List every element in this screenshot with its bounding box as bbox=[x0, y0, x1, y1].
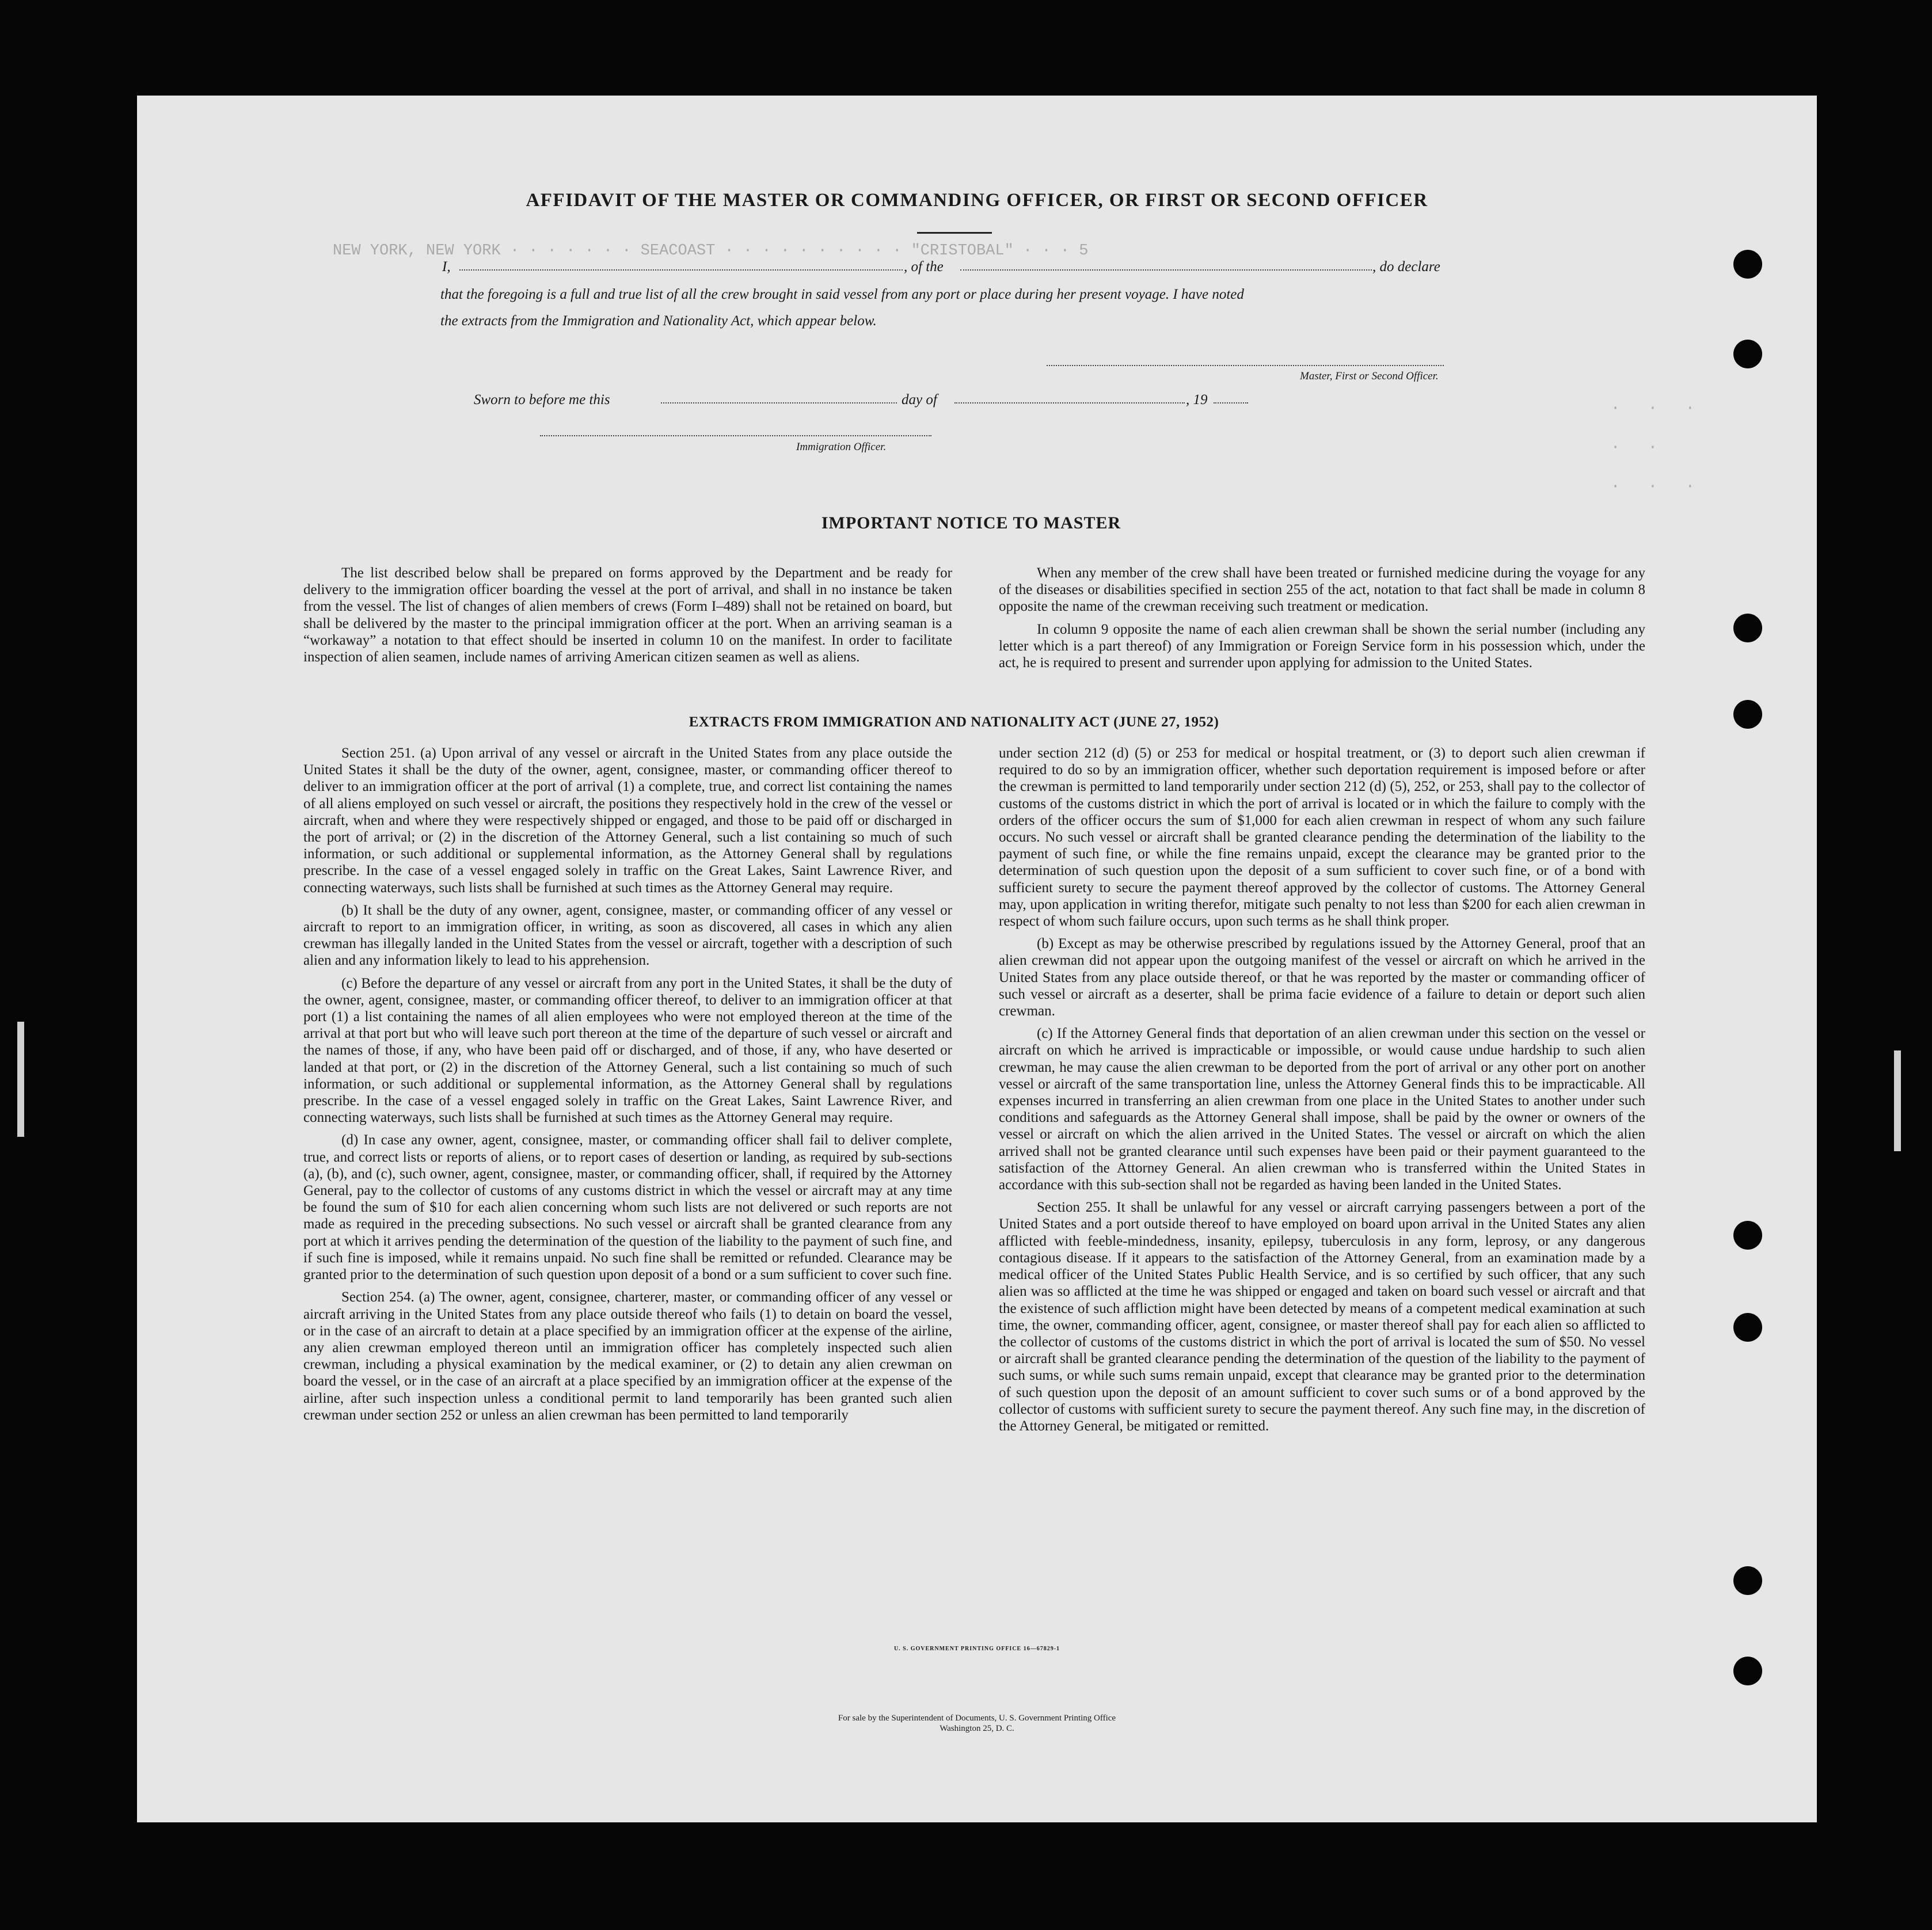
section-251a: Section 251. (a) Upon arrival of any vessel or aircraft in the United States from any place outside the United States it shall be the duty of the owner, agent, consignee, master, or commanding officer thereof to deliver to an immigration officer at the port of arrival (1) a complete, true, and correct list containing the names of all aliens employed on such vessel or aircraft, the positions they respectively hold in the crew of the vessel or aircraft, when and where they were respectively shipped or engaged, and those to be paid off or discharged in the port of arrival; or (2) in the discretion of the Attorney General, such a list containing so much of such information, or such additional or supplemental information, as the Attorney General shall by regulations prescribe. In the case of a vessel engaged solely in traffic on the Great Lakes, Saint Lawrence River, and connecting waterways, such lists shall be furnished at such times as the Attorney General may require. bbox=[303, 745, 952, 896]
punch-hole bbox=[1733, 1566, 1762, 1595]
notice-title: IMPORTANT NOTICE TO MASTER bbox=[821, 513, 1121, 532]
sworn-year-field[interactable] bbox=[1214, 402, 1248, 403]
master-signature-field[interactable] bbox=[1047, 365, 1444, 366]
immigration-officer-caption: Immigration Officer. bbox=[796, 441, 887, 453]
vessel-name-field[interactable] bbox=[960, 269, 1372, 271]
affidavit-statement-line2: the extracts from the Immigration and Nationality Act, which appear below. bbox=[440, 313, 877, 329]
section-251c: (c) Before the departure of any vessel or aircraft from any port in the United States, it shall be the duty of the owner, agent, consignee, master, or commanding officer thereof, to deliver to an immigration officer at that port (1) a list containing the names of all alien employees who were not employed thereon at the time of the arrival at that port but who will leave such port thereon at the time of the departure of such vessel or aircraft and the names of those, if any, who have been paid off or discharged, and of those, if any, who have deserted or landed at that port, or (2) in the discretion of the Attorney General, such a list containing so much of such information, or such additional or supplemental information, as the Attorney General shall by regulations prescribe. In the case of a vessel engaged solely in traffic on the Great Lakes, Saint Lawrence River, and connecting waterways, such lists shall be furnished at such times as the Attorney General may require. bbox=[303, 975, 952, 1126]
sworn-label: Sworn to before me this bbox=[474, 392, 610, 408]
punch-hole bbox=[1733, 1313, 1762, 1342]
declarant-label: I, bbox=[442, 259, 451, 275]
section-255: Section 255. It shall be unlawful for any vessel or aircraft carrying passengers between a port of the United States and a port outside thereof to have employed on board upon arrival in the United States any alien afflicted with feeble-mindedness, insanity, epilepsy, tuberculosis in any form, leprosy, or any dangerous contagious disease. If it appears to the satisfaction of the Attorney General, from an examination made by a medical officer of the United States Public Health Service, and is so certified by such officer, that any such alien was so afflicted at the time he was shipped or engaged and taken on board such vessel or aircraft and that the existence of such affliction might have been detected by means of a competent medical examination at such time, the owner, commanding officer, agent, consignee, or master thereof shall pay for each alien so afflicted to the collector of customs of the customs district in which the port of arrival is located the sum of $50. No vessel or aircraft shall be granted clearance pending the determination of the question of the liability to the payment of such sums, or while such sums remain unpaid, except that clearance may be granted prior to the determination of such question upon the deposit of an amount sufficient to cover such sums or of a bond approved by the collector of customs with sufficient surety to secure the payment thereof. Any such fine may, in the discretion of the Attorney General, be mitigated or remitted. bbox=[999, 1200, 1645, 1434]
section-254c: (c) If the Attorney General finds that deportation of an alien crewman under this section on the vessel or aircraft on which he arrived is impracticable or impossible, or would cause undue hardship to such alien crewman, he may cause the alien crewman to be deported from the port of arrival or any other port on another vessel or aircraft of the same transportation line, unless the Attorney General finds this to be impracticable. All expenses incurred in transferring an alien crewman from one place in the United States to another under such conditions and safeguards as the Attorney General shall impose, shall be paid by the owner or owners of the vessel or aircraft on which the alien arrived in the United States. The vessel or aircraft on which the alien arrived shall not be granted clearance until such expenses have been paid or their payment guaranteed to the satisfaction of the Attorney General. An alien crewman who is transferred within the United States in accordance with this sub-section shall not be regarded as having been landed in the United States. bbox=[999, 1026, 1645, 1193]
gpo-imprint: U. S. GOVERNMENT PRINTING OFFICE 16—67829-1 bbox=[893, 1646, 1060, 1652]
sale-notice-line2: Washington 25, D. C. bbox=[940, 1724, 1014, 1733]
sworn-month-field[interactable] bbox=[954, 402, 1185, 403]
punch-hole bbox=[1733, 250, 1762, 279]
scan-edge-mark-right bbox=[1894, 1050, 1901, 1151]
notice-right-paragraph-1: When any member of the crew shall have been treated or furnished medicine during the voyage for any of the diseases or disabilities specified in section 255 of the act, notation to that fact shall be made in column 8 opposite the name of the crewman receiving such treatment or medication. bbox=[999, 565, 1645, 615]
year-prefix-label: , 19 bbox=[1186, 392, 1208, 408]
bleed-through-text: NEW YORK, NEW YORK · · · · · · · SEACOAST · · · · · · · · · · "CRISTOBAL" · · · 5 bbox=[333, 242, 1089, 260]
do-declare-label: , do declare bbox=[1372, 259, 1440, 275]
notice-left-column bbox=[303, 565, 952, 671]
punch-hole bbox=[1733, 614, 1762, 642]
extracts-title: EXTRACTS FROM IMMIGRATION AND NATIONALITY ACT (JUNE 27, 1952) bbox=[689, 714, 1219, 730]
sale-notice-line1: For sale by the Superintendent of Documents, U. S. Government Printing Office bbox=[838, 1714, 1116, 1723]
of-the-label: , of the bbox=[904, 259, 944, 275]
scan-edge-mark-left bbox=[17, 1022, 24, 1137]
punch-hole bbox=[1733, 1657, 1762, 1685]
affidavit-title: AFFIDAVIT OF THE MASTER OR COMMANDING OFFICER, OR FIRST OR SECOND OFFICER bbox=[526, 190, 1428, 211]
section-254a-continued: under section 212 (d) (5) or 253 for medical or hospital treatment, or (3) to deport such alien crewman if required to do so by an immigration officer, whether such deportation requirement is imposed before or after the crewman is permitted to land temporarily under section 212 (d) (5), 252, or 253, shall pay to the collector of customs of the customs district in which the port of arrival is located or in which the failure to comply with the orders of the officer occurs the sum of $1,000 for each alien crewman in respect of whom any such failure occurs. No such vessel or aircraft shall be granted clearance pending the determination of the liability to the payment of such fine, or while the fine remains unpaid, except the clearance may be granted prior to the determination of such question upon the deposit of a sum sufficient to cover such fine, or of a bond with sufficient surety to secure the payment thereof approved by the collector of customs. The Attorney General may, upon application in writing therefor, mitigate such penalty to not less than $200 for each alien crewman in respect of whom such failure occurs, upon such terms as he shall think proper. bbox=[999, 745, 1645, 930]
declarant-name-field[interactable] bbox=[459, 269, 903, 271]
bleed-through-column: · · · · · · · · bbox=[1611, 400, 1695, 496]
extracts-left-column bbox=[303, 745, 952, 1429]
section-254a: Section 254. (a) The owner, agent, consignee, charterer, master, or commanding officer of any vessel or aircraft arriving in the United States from any place outside thereof who fails (1) to detain on board the vessel, or in the case of an aircraft to detain at a place specified by an immigration officer at the expense of the airline, any alien crewman employed thereon until an immigration officer has completely inspected such alien crewman, including a physical examination by the medical examiner, or (2) to detain any alien crewman on board the vessel, or in the case of an aircraft at a place specified by an immigration officer at the expense of the airline, after such inspection unless a conditional permit to land temporarily has been granted such alien crewman under section 252 or unless an alien crewman has been permitted to land temporarily bbox=[303, 1289, 952, 1423]
notice-right-paragraph-2: In column 9 opposite the name of each alien crewman shall be shown the serial number (including any letter which is a part thereof) of any Immigration or Foreign Service form in his possession which, under the act, he is required to present and surrender upon applying for admission to the United States. bbox=[999, 621, 1645, 671]
punch-hole bbox=[1733, 340, 1762, 368]
punch-hole bbox=[1733, 700, 1762, 729]
master-signature-caption: Master, First or Second Officer. bbox=[1300, 370, 1439, 382]
title-rule bbox=[917, 232, 992, 234]
form-page bbox=[137, 96, 1817, 1822]
section-251d: (d) In case any owner, agent, consignee, master, or commanding officer shall fail to deliver complete, true, and correct lists or reports of aliens, or to report cases of desertion or landing, as required by sub-sections (a), (b), and (c), such owner, agent, consignee, master, or commanding officer, shall, if required by the Attorney General, pay to the collector of customs of any customs district in which the vessel or aircraft may at any time be found the sum of $10 for each alien concerning whom such lists are not delivered or such reports are not made as required in the preceding subsections. No such vessel or aircraft shall be granted clearance from any port at which it arrives pending the determination of the question of the liability to the payment of such fine, and if such fine is imposed, while it remains unpaid. No such fine shall be remitted or refunded. Clearance may be granted prior to the determination of such question upon deposit of a bond or a sum sufficient to cover such fine. bbox=[303, 1132, 952, 1283]
punch-hole bbox=[1733, 1221, 1762, 1250]
day-of-label: day of bbox=[902, 392, 937, 408]
sworn-day-field[interactable] bbox=[661, 402, 897, 403]
notice-right-column bbox=[999, 565, 1645, 677]
extracts-right-column bbox=[999, 745, 1645, 1440]
immigration-officer-signature-field[interactable] bbox=[540, 435, 931, 436]
affidavit-statement-line1: that the foregoing is a full and true list of all the crew brought in said vessel from any port or place during her present voyage. I have noted bbox=[440, 287, 1244, 302]
sale-notice bbox=[137, 1713, 1817, 1734]
section-254b: (b) Except as may be otherwise prescribed by regulations issued by the Attorney General, proof that an alien crewman did not appear upon the outgoing manifest of the vessel or aircraft on which he arrived in the United States from any place outside thereof, or that he was reported by the master or commanding officer of such vessel or aircraft as a deserter, shall be prima facie evidence of a failure to detain or deport such alien crewman. bbox=[999, 936, 1645, 1019]
notice-left-paragraph: The list described below shall be prepared on forms approved by the Department and be ready for delivery to the immigration officer boarding the vessel at the port of arrival, and shall in no instance be taken from the vessel. The list of changes of alien members of crews (Form I–489) shall not be retained on board, but shall be delivered by the master to the principal immigration officer at the port. When an arriving seaman is a “workaway” a notation to that effect should be inserted in column 10 on the manifest. In order to facilitate inspection of alien seamen, include names of arriving American citizen seamen as well as aliens. bbox=[303, 565, 952, 665]
section-251b: (b) It shall be the duty of any owner, agent, consignee, master, or commanding officer of any vessel or aircraft to report to an immigration officer, in writing, as soon as discovered, all cases in which any alien crewman has illegally landed in the United States from the vessel or aircraft, together with a description of such alien and any information likely to lead to his apprehension. bbox=[303, 902, 952, 969]
